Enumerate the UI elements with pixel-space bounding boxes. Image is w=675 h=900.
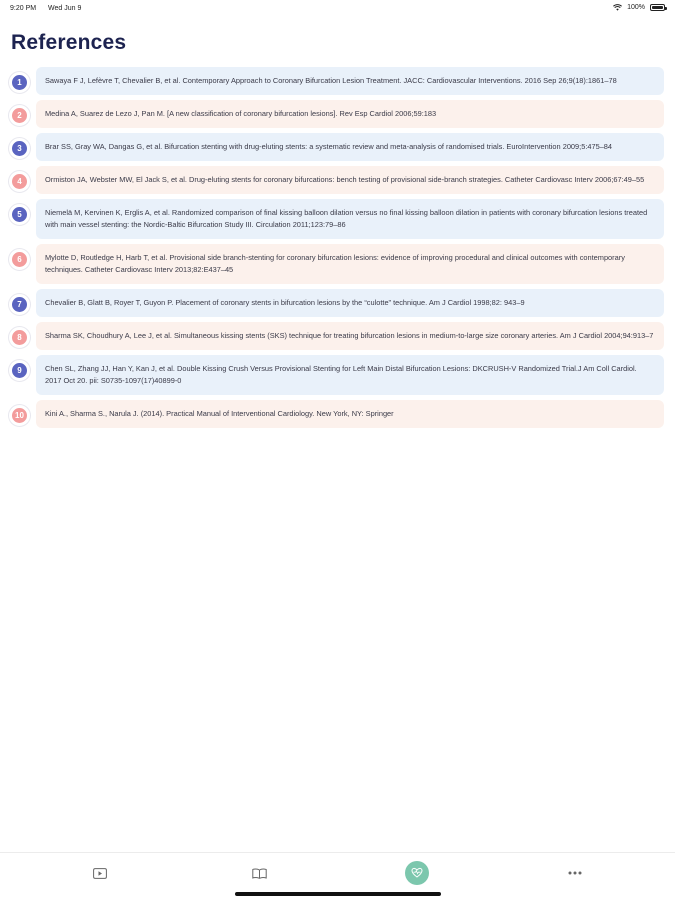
reference-item[interactable] (0, 322, 675, 350)
tab-more[interactable] (560, 861, 590, 885)
reference-text: Ormiston JA, Webster MW, El Jack S, et al. Drug-eluting stents for coronary bifurcations: bench testing of provisional side-branch strategies. Catheter Cardiovasc Interv 2006;67:49–55 (36, 166, 664, 194)
reference-item[interactable] (0, 67, 675, 95)
home-indicator[interactable] (235, 892, 441, 896)
reference-text: Sharma SK, Choudhury A, Lee J, et al. Simultaneous kissing stents (SKS) technique for treating bifurcation lesions in medium-to-large size coronary arteries. Am J Cardiol 2004;94:913–7 (36, 322, 664, 350)
tab-references[interactable] (244, 861, 274, 885)
references-list (0, 67, 675, 433)
wifi-icon (613, 4, 622, 11)
reference-number-badge: 5 (9, 204, 30, 225)
reference-text: Sawaya F J, Lefèvre T, Chevalier B, et al. Contemporary Approach to Coronary Bifurcation Lesion Treatment. JACC: Cardiovascular Interventions. 2016 Sep 26;9(18):1861–78 (36, 67, 664, 95)
status-time: 9:20 PM (10, 5, 37, 12)
reference-item[interactable] (0, 133, 675, 161)
reference-item[interactable] (0, 244, 675, 284)
reference-number-badge: 8 (9, 327, 30, 348)
reference-text: Mylotte D, Routledge H, Harb T, et al. Provisional side branch-stenting for coronary bifurcation lesions: evidence of improving procedural and clinical outcomes with contemporary techniques. Catheter Cardiovasc Interv 2013;82:E437–45 (36, 244, 664, 284)
reference-text: Brar SS, Gray WA, Dangas G, et al. Bifurcation stenting with drug-eluting stents: a systematic review and meta-analysis of randomised trials. EuroIntervention 2009;5:475–84 (36, 133, 664, 161)
reference-number-badge: 6 (9, 249, 30, 270)
battery-icon (650, 4, 665, 11)
reference-text: Niemelä M, Kervinen K, Erglis A, et al. Randomized comparison of final kissing balloon dilation versus no final kissing balloon dilation in patients with coronary bifurcation lesions treated with main vessel stenting: the Nordic-Baltic Bifurcation Study III. Circulation 2011;123:79–86 (36, 199, 664, 239)
reference-number-badge: 7 (9, 294, 30, 315)
book-icon (252, 868, 267, 879)
reference-number-badge: 2 (9, 105, 30, 126)
reference-item[interactable] (0, 166, 675, 194)
reference-number-badge: 10 (9, 405, 30, 426)
reference-item[interactable] (0, 400, 675, 428)
more-icon (568, 871, 582, 875)
reference-item[interactable] (0, 355, 675, 395)
reference-item[interactable] (0, 100, 675, 128)
tab-video[interactable] (85, 861, 115, 885)
status-right (613, 4, 665, 11)
video-icon (93, 868, 107, 879)
reference-number-badge: 1 (9, 72, 30, 93)
status-left (10, 5, 91, 12)
reference-number-badge: 4 (9, 171, 30, 192)
menu-tab-badge (405, 861, 429, 885)
reference-text: Medina A, Suarez de Lezo J, Pan M. [A new classification of coronary bifurcation lesions]. Rev Esp Cardiol 2006;59:183 (36, 100, 664, 128)
reference-number-badge: 9 (9, 360, 30, 381)
status-date: Wed Jun 9 (48, 5, 82, 12)
reference-text: Kini A., Sharma S., Narula J. (2014). Practical Manual of Interventional Cardiology. New York, NY: Springer (36, 400, 664, 428)
reference-text: Chen SL, Zhang JJ, Han Y, Kan J, et al. Double Kissing Crush Versus Provisional Stenting for Left Main Distal Bifurcation Lesions: DKCRUSH-V Randomized Trial.J Am Coll Cardiol. 2017 Oct 20. pii: S0735-1097(17)40899-0 (36, 355, 664, 395)
heart-app-icon (410, 866, 424, 880)
status-bar (0, 0, 675, 18)
reference-number-badge: 3 (9, 138, 30, 159)
page-title: References (11, 31, 127, 54)
battery-percent: 100% (627, 4, 645, 11)
reference-item[interactable] (0, 199, 675, 239)
tab-menu[interactable] (402, 861, 432, 885)
reference-item[interactable] (0, 289, 675, 317)
reference-text: Chevalier B, Glatt B, Royer T, Guyon P. Placement of coronary stents in bifurcation lesions by the “culotte” technique. Am J Cardiol 1998;82: 943–9 (36, 289, 664, 317)
